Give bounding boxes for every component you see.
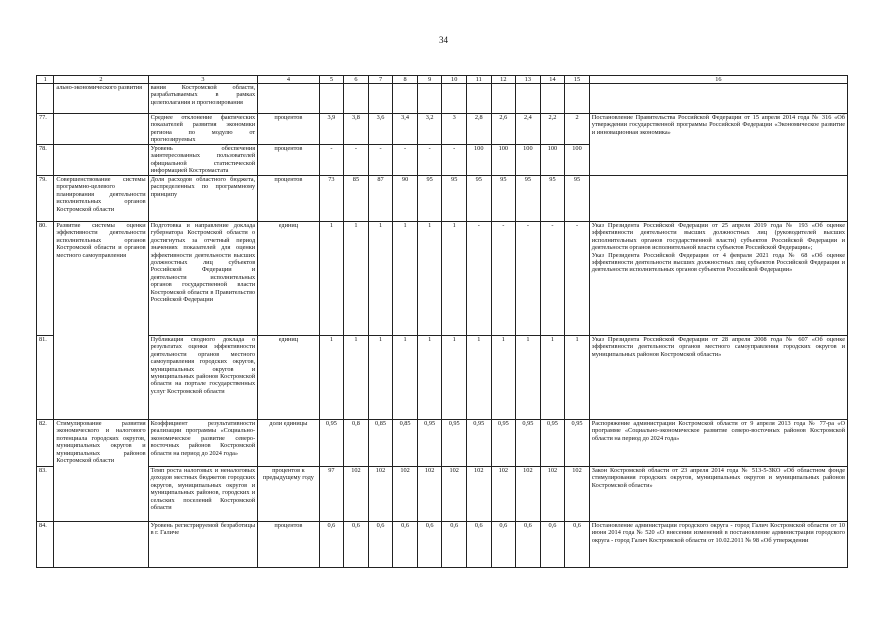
unit-cell: доли единицы xyxy=(258,420,319,467)
value-cell: 95 xyxy=(466,176,491,222)
value-cell: 100 xyxy=(540,145,565,176)
value-cell: 0,6 xyxy=(344,522,369,568)
column-number: 14 xyxy=(540,76,565,84)
value-cell: - xyxy=(491,222,516,336)
indicator-cell: Публикация сводного доклада о результатах оценки эффективности деятельности органов местного самоуправления городских округов, муниципальных округов и муниципальных районов Костромской области на портале государственных услуг Костромской области xyxy=(148,336,258,420)
value-cell: 3,9 xyxy=(319,114,344,145)
table-row xyxy=(37,222,848,336)
value-cell: - xyxy=(417,145,442,176)
value-cell: 0,6 xyxy=(417,522,442,568)
column-number: 5 xyxy=(319,76,344,84)
value-cell: 0,95 xyxy=(442,420,467,467)
value-cell: 0,6 xyxy=(319,522,344,568)
table-row xyxy=(37,336,848,420)
goal-cell: Стимулирование развития экономического и налогового потенциала городских округов, муниципальных округов и муниципальных районов Костромской области xyxy=(54,420,148,522)
value-cell: 0,6 xyxy=(565,522,590,568)
value-cell: - xyxy=(393,145,418,176)
value-cell: 95 xyxy=(516,176,541,222)
column-number: 16 xyxy=(589,76,847,84)
value-cell: 3,8 xyxy=(344,114,369,145)
value-cell: 95 xyxy=(565,176,590,222)
value-cell: 85 xyxy=(344,176,369,222)
column-number-row xyxy=(37,76,848,84)
value-cell: 0,95 xyxy=(417,420,442,467)
basis-cell: Указ Президента Российской Федерации от 25 апреля 2019 года № 193 «Об оценке эффективности деятельности высших должностных лиц (руководителей высших исполнительных органов государственной власти) субъектов Российской Федерации и деятельности органов исполнительной власти субъектов Российской Федерации»; Указ Президента Российской Федерации от 4 февраля 2021 года № 68 «Об оценке эффективности деятельности высших должностных лиц субъектов Российской Федерации и деятельности исполнительных органов субъектов Российской Федерации» xyxy=(589,222,847,336)
table-row xyxy=(37,176,848,222)
value-cell: 102 xyxy=(565,467,590,522)
value-cell: 0,95 xyxy=(466,420,491,467)
value-cell: 1 xyxy=(442,336,467,420)
column-number: 1 xyxy=(37,76,54,84)
value-cell: 3,6 xyxy=(368,114,393,145)
value-cell: 95 xyxy=(442,176,467,222)
value-cell: 73 xyxy=(319,176,344,222)
value-cell: 1 xyxy=(344,222,369,336)
column-number: 13 xyxy=(516,76,541,84)
value-cell: - xyxy=(565,222,590,336)
value-cell: 0,6 xyxy=(491,522,516,568)
table-row xyxy=(37,467,848,522)
value-cell: 1 xyxy=(442,222,467,336)
row-number: 79. xyxy=(37,176,54,222)
indicator-cell: Среднее отклонение фактических показателей развития экономики региона по модулю от прогнозируемых xyxy=(148,114,258,145)
value-cell: 102 xyxy=(393,467,418,522)
value-cell: - xyxy=(368,145,393,176)
value-cell: 0,95 xyxy=(319,420,344,467)
value-cell: 102 xyxy=(466,467,491,522)
column-number: 15 xyxy=(565,76,590,84)
value-cell: 0,6 xyxy=(466,522,491,568)
unit-cell: единиц xyxy=(258,222,319,336)
value-cell: 0,95 xyxy=(491,420,516,467)
row-number: 84. xyxy=(37,522,54,568)
value-cell: 2,6 xyxy=(491,114,516,145)
column-number: 11 xyxy=(466,76,491,84)
table-row xyxy=(37,114,848,145)
value-cell: 2,8 xyxy=(466,114,491,145)
column-number: 7 xyxy=(368,76,393,84)
unit-cell: процентов xyxy=(258,114,319,145)
value-cell: 0,85 xyxy=(368,420,393,467)
column-number: 8 xyxy=(393,76,418,84)
value-cell: 0,8 xyxy=(344,420,369,467)
table-row xyxy=(37,522,848,568)
goal-cell: Совершенствование системы программно-целевого планирования деятельности исполнительных органов Костромской области xyxy=(54,176,148,222)
value-cell: 100 xyxy=(466,145,491,176)
indicator-cell: вания Костромской области, разрабатываемых в рамках целеполагания и прогнозирования xyxy=(148,84,258,114)
value-cell: 102 xyxy=(368,467,393,522)
value-cell: - xyxy=(319,145,344,176)
basis-cell: Распоряжение администрации Костромской области от 9 апреля 2013 года № 77-ра «О программе «Социально-экономическое развитие северо-восточных районов Костромской области на период до 2024 года» xyxy=(589,420,847,467)
value-cell: 0,6 xyxy=(516,522,541,568)
value-cell: 2,4 xyxy=(516,114,541,145)
goal-cell: Развитие системы оценки эффективности деятельности исполнительных органов Костромской области и органов местного самоуправления xyxy=(54,222,148,420)
value-cell: 90 xyxy=(393,176,418,222)
value-cell: 2 xyxy=(565,114,590,145)
row-number: 83. xyxy=(37,467,54,522)
indicator-cell: Коэффициент результативности реализации программы «Социально-экономическое развитие северо-восточных районов Костромской области на период до 2024 года» xyxy=(148,420,258,467)
value-cell: 1 xyxy=(368,336,393,420)
row-number: 81. xyxy=(37,336,54,420)
indicator-cell: Доля расходов областного бюджета, распределенных по программному принципу xyxy=(148,176,258,222)
value-cell: 102 xyxy=(442,467,467,522)
value-cell: 100 xyxy=(516,145,541,176)
value-cell: 102 xyxy=(344,467,369,522)
unit-cell: процентов xyxy=(258,522,319,568)
goal-cell: ально-экономического развития xyxy=(54,84,148,114)
value-cell: 1 xyxy=(565,336,590,420)
indicator-cell: Уровень регистрируемой безработицы в г. Галиче xyxy=(148,522,258,568)
value-cell: 97 xyxy=(319,467,344,522)
value-cell: 95 xyxy=(417,176,442,222)
value-cell: 100 xyxy=(565,145,590,176)
value-cell: 1 xyxy=(417,336,442,420)
page-number: 34 xyxy=(439,35,448,45)
value-cell: 3,2 xyxy=(417,114,442,145)
value-cell: 0,6 xyxy=(368,522,393,568)
value-cell: 95 xyxy=(491,176,516,222)
value-cell: 0,6 xyxy=(540,522,565,568)
value-cell: 0,95 xyxy=(565,420,590,467)
value-cell: 1 xyxy=(516,336,541,420)
value-cell: 0,95 xyxy=(516,420,541,467)
value-cell: - xyxy=(442,145,467,176)
value-cell: - xyxy=(466,222,491,336)
value-cell: 1 xyxy=(491,336,516,420)
value-cell: 0,95 xyxy=(540,420,565,467)
value-cell: 102 xyxy=(516,467,541,522)
unit-cell: процентов xyxy=(258,145,319,176)
value-cell: 0,6 xyxy=(393,522,418,568)
basis-cell: Указ Президента Российской Федерации от 28 апреля 2008 года № 607 «Об оценке эффективности деятельности органов местного самоуправления городских округов и муниципальных районов Костромской области» xyxy=(589,336,847,420)
value-cell: 3 xyxy=(442,114,467,145)
table-row xyxy=(37,420,848,467)
value-cell: 0,85 xyxy=(393,420,418,467)
value-cell: 1 xyxy=(319,222,344,336)
basis-cell: Постановление администрации городского округа - город Галич Костромской области от 10 июня 2014 года № 520 «О внесении изменений в постановление администрации городского округа - город Галич Костромской области от 10.02.2011 № 98 «Об утверждении xyxy=(589,522,847,568)
row-number: 78. xyxy=(37,145,54,176)
column-number: 12 xyxy=(491,76,516,84)
value-cell: 1 xyxy=(344,336,369,420)
indicator-cell: Уровень обеспечения заинтересованных пользователей официальной статистической информацией Костромастата xyxy=(148,145,258,176)
value-cell: 1 xyxy=(368,222,393,336)
indicators-table xyxy=(36,75,848,568)
value-cell: 100 xyxy=(491,145,516,176)
unit-cell: процентов xyxy=(258,176,319,222)
table-row-continuation xyxy=(37,84,848,114)
column-number: 6 xyxy=(344,76,369,84)
indicator-cell: Темп роста налоговых и неналоговых доходов местных бюджетов городских округов, муниципальных округов и муниципальных районов, городских и сельских поселений Костромской области xyxy=(148,467,258,522)
row-number: 82. xyxy=(37,420,54,467)
value-cell: 1 xyxy=(393,336,418,420)
value-cell: 87 xyxy=(368,176,393,222)
row-number: 77. xyxy=(37,114,54,145)
value-cell: 1 xyxy=(466,336,491,420)
value-cell: 95 xyxy=(540,176,565,222)
column-number: 2 xyxy=(54,76,148,84)
column-number: 3 xyxy=(148,76,258,84)
value-cell: 1 xyxy=(319,336,344,420)
value-cell: - xyxy=(516,222,541,336)
column-number: 9 xyxy=(417,76,442,84)
basis-cell: Закон Костромской области от 23 апреля 2014 года № 513-5-ЗКО «Об областном фонде стимулирования городских округов, муниципальных округов и муниципальных районов Костромской области» xyxy=(589,467,847,522)
value-cell: 2,2 xyxy=(540,114,565,145)
value-cell: - xyxy=(344,145,369,176)
row-number: 80. xyxy=(37,222,54,336)
value-cell: 3,4 xyxy=(393,114,418,145)
value-cell: 1 xyxy=(393,222,418,336)
unit-cell: процентов к предыдущему году xyxy=(258,467,319,522)
value-cell: - xyxy=(540,222,565,336)
column-number: 10 xyxy=(442,76,467,84)
value-cell: 102 xyxy=(491,467,516,522)
value-cell: 102 xyxy=(417,467,442,522)
basis-cell: Постановление Правительства Российской Федерации от 15 апреля 2014 года № 316 «Об утверждении государственной программы Российской Федерации «Экономическое развитие и инновационная экономика» xyxy=(589,114,847,176)
value-cell: 0,6 xyxy=(442,522,467,568)
value-cell: 1 xyxy=(417,222,442,336)
value-cell: 102 xyxy=(540,467,565,522)
value-cell: 1 xyxy=(540,336,565,420)
column-number: 4 xyxy=(258,76,319,84)
unit-cell: единиц xyxy=(258,336,319,420)
indicator-cell: Подготовка и направление доклада губернатора Костромской области о достигнутых за отчетный период значениях показателей для оценки эффективности деятельности высших должностных лиц субъектов Российской Федерации и деятельности исполнительных органов государственной власти Костромской области в Правительство Российской Федерации xyxy=(148,222,258,336)
